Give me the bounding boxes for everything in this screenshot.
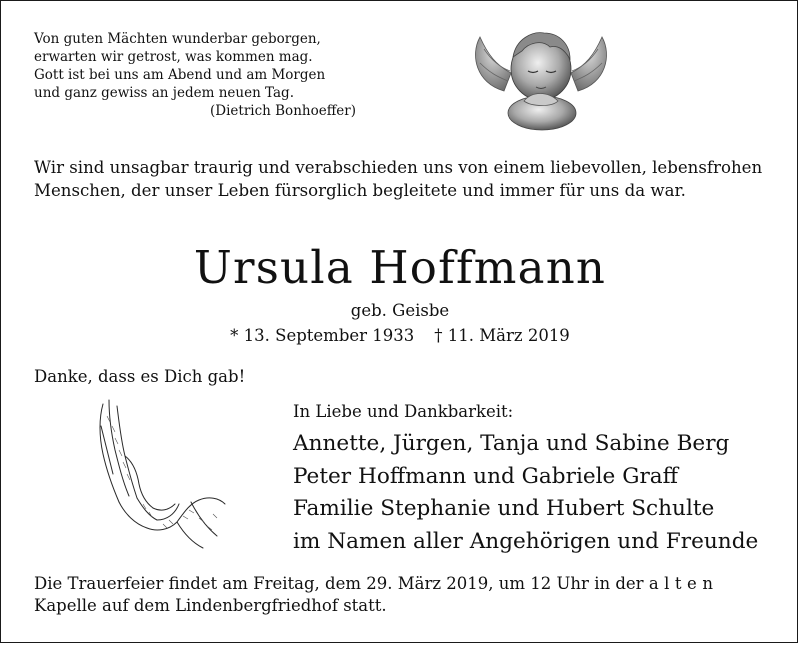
birth-name: geb. Geisbe — [350, 301, 450, 320]
mourners-list — [293, 428, 758, 558]
poem-line: und ganz gewiss an jedem neuen Tag. — [34, 85, 294, 101]
death-date: † 11. März 2019 — [434, 326, 570, 345]
poem-author: (Dietrich Bonhoeffer) — [210, 103, 356, 119]
mourner-line: Peter Hoffmann und Gabriele Graff — [293, 463, 678, 489]
intro-text: Wir sind unsagbar traurig und verabschieden uns von einem liebevollen, lebensfrohen Menschen, der unser Leben fürsorglich begleitete und immer für uns da war. — [34, 158, 763, 200]
mourner-line: im Namen aller Angehörigen und Freunde — [293, 528, 759, 554]
praying-hands-icon — [79, 396, 234, 556]
birth-date: * 13. September 1933 — [230, 326, 415, 345]
ceremony-info — [34, 573, 779, 617]
ceremony-text: Die Trauerfeier findet am Freitag, dem 29. März 2019, um 12 Uhr in der — [34, 574, 644, 593]
angel-figure-icon — [466, 21, 616, 133]
deceased-name: Ursula Hoffmann — [193, 241, 607, 294]
poem-line: Gott ist bei uns am Abend und am Morgen — [34, 67, 326, 83]
poem-line: Von guten Mächten wunderbar geborgen, — [34, 31, 321, 47]
life-dates — [1, 325, 799, 347]
thanks-text: Danke, dass es Dich gab! — [34, 367, 246, 386]
bonhoeffer-poem — [34, 30, 374, 120]
ceremony-location: Kapelle auf dem Lindenbergfriedhof statt. — [34, 596, 387, 615]
mourners-intro: In Liebe und Dankbarkeit: — [293, 402, 514, 421]
mourner-line: Familie Stephanie und Hubert Schulte — [293, 496, 715, 521]
mourner-line: Annette, Jürgen, Tanja und Sabine Berg — [293, 431, 730, 456]
ceremony-spaced-word: alten — [648, 574, 719, 593]
poem-line: erwarten wir getrost, was kommen mag. — [34, 49, 313, 65]
